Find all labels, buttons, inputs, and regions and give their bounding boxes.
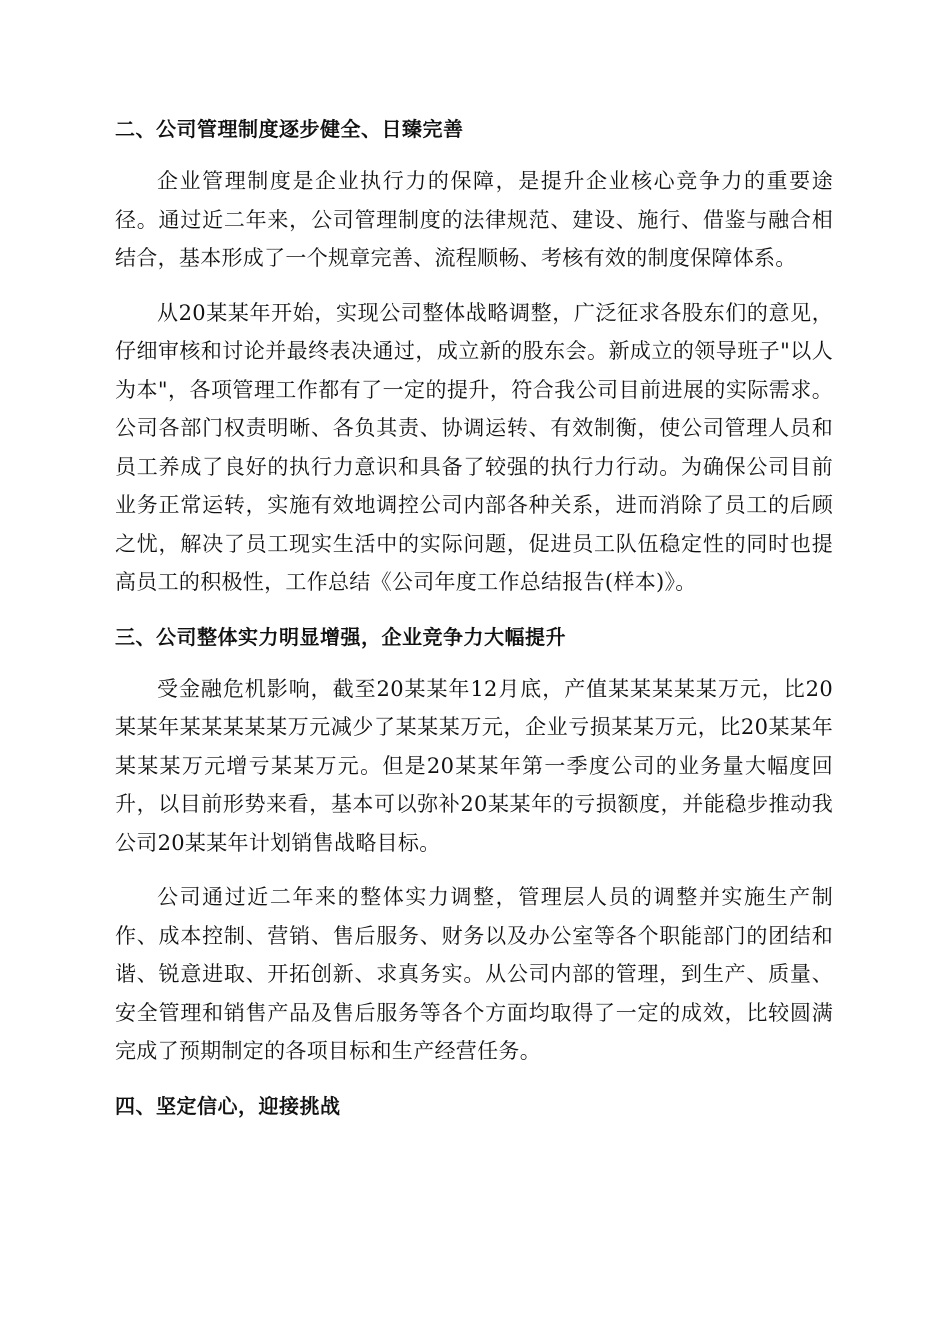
- section-heading-3: 三、公司整体实力明显增强，企业竞争力大幅提升: [115, 624, 566, 649]
- paragraph: 企业管理制度是企业执行力的保障，是提升企业核心竞争力的重要途径。通过近二年来，公司管理制度的法律规范、建设、施行、借鉴与融合相结合，基本形成了一个规章完善、流程顺畅、考核有效的制度保障体系。: [115, 169, 833, 270]
- paragraph: 从20某某年开始，实现公司整体战略调整，广泛征求各股东们的意见，仔细审核和讨论并最终表决通过，成立新的股东会。新成立的领导班子"以人为本"，各项管理工作都有了一定的提升，符合我公司目前进展的实际需求。公司各部门权责明晰、各负其责、协调运转、有效制衡，使公司管理人员和员工养成了良好的执行力意识和具备了较强的执行力行动。为确保公司目前业务正常运转，实施有效地调控公司内部各种关系，进而消除了员工的后顾之忧，解决了员工现实生活中的实际问题，促进员工队伍稳定性的同时也提高员工的积极性，工作总结《公司年度工作总结报告(样本)》。: [115, 300, 833, 594]
- paragraph: 公司通过近二年来的整体实力调整，管理层人员的调整并实施生产制作、成本控制、营销、售后服务、财务以及办公室等各个职能部门的团结和谐、锐意进取、开拓创新、求真务实。从公司内部的管理，到生产、质量、安全管理和销售产品及售后服务等各个方面均取得了一定的成效，比较圆满完成了预期制定的各项目标和生产经营任务。: [115, 885, 833, 1063]
- document-body: [115, 110, 833, 1139]
- section-heading-4: 四、坚定信心，迎接挑战: [115, 1093, 341, 1118]
- paragraph: 受金融危机影响，截至20某某年12月底，产值某某某某某万元，比20某某年某某某某某万元减少了某某某万元，企业亏损某某万元，比20某某年某某某万元增亏某某万元。但是20某某年第一季度公司的业务量大幅度回升，以目前形势来看，基本可以弥补20某某年的亏损额度，并能稳步推动我公司20某某年计划销售战略目标。: [115, 676, 833, 855]
- section-heading-2: 二、公司管理制度逐步健全、日臻完善: [115, 117, 464, 141]
